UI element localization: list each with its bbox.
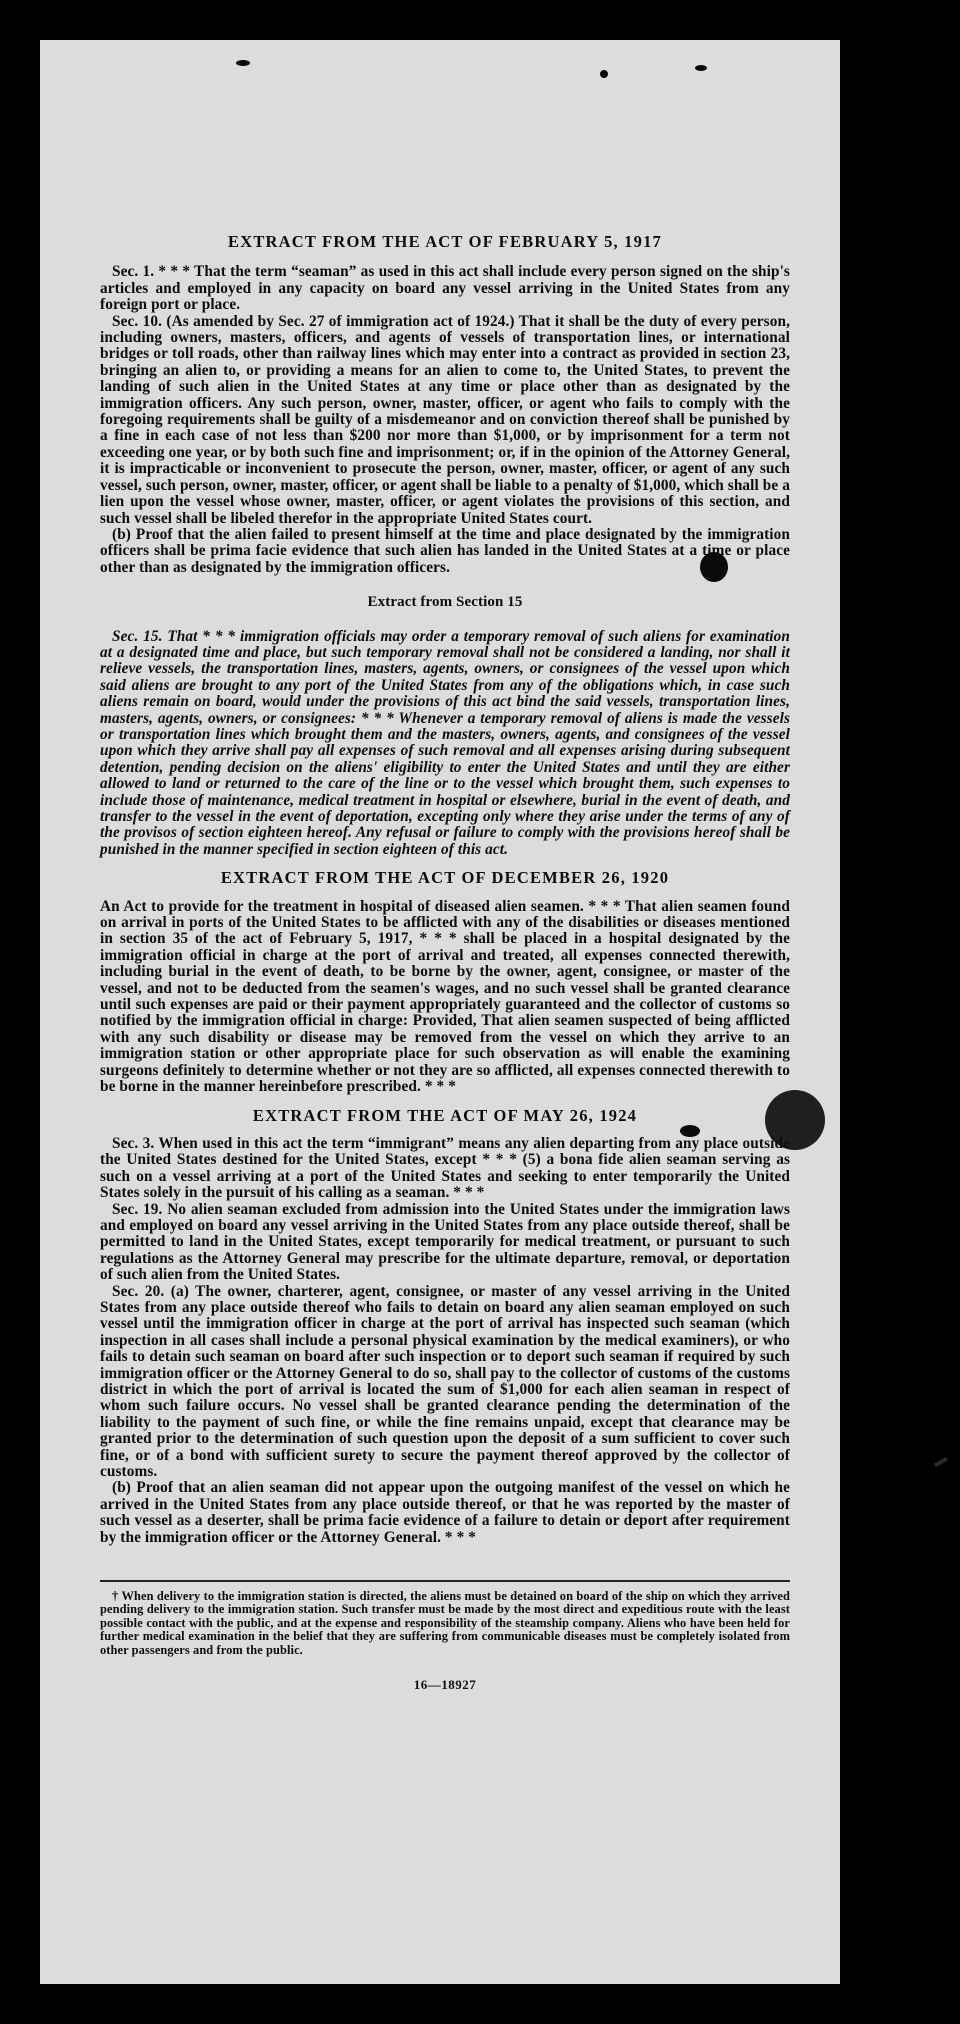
ink-mark: [695, 65, 707, 71]
paragraph-sec-15: Sec. 15. That * * * immigration officials may order a temporary removal of such aliens for examination at a designated time and place, but such temporary removal shall not be considered a landing, nor shall it relieve vessels, the transportation lines, masters, agents, owners, or consignees of the vessel upon which said aliens are brought to any port of the United States from any of the obligations which, in case such aliens remain on board, would under the provisions of this act bind the said vessels, transportation lines, masters, agents, owners, or consignees: * * * Whenever a temporary removal of aliens is made the vessels or transportation lines which brought them and the masters, owners, agents, and consignees of the vessel upon which they arrive shall pay all expenses of such removal and all expenses arising during subsequent detention, pending decision on the aliens' eligibility to enter the United States and until they are either allowed to land or returned to the care of the line or to the vessel which brought them, such expenses to include those of maintenance, medical treatment in hospital or elsewhere, burial in the event of death, and transfer to the vessel in the event of deportation, excepting only where they arise under the terms of any of the provisos of section eighteen hereof. Any refusal or failure to comply with the provisions hereof shall be punished in the manner specified in section eighteen of this act.: [100, 627, 790, 858]
heading-act-1924: EXTRACT FROM THE ACT OF MAY 26, 1924: [252, 1105, 638, 1125]
paragraph-sec-1: Sec. 1. * * * That the term “seaman” as used in this act shall include every person signed on the ship's articles and employed in any capacity on board any vessel arriving in the United States from any foreign port or place.: [100, 263, 790, 314]
document-page: [40, 40, 840, 1984]
paragraph-sec-3: Sec. 3. When used in this act the term “immigrant” means any alien departing from any place outside the United States destined for the United States, except * * * (5) a bona fide alien seaman serving as such on a vessel arriving at a port of the United States and seeking to enter temporarily the United States solely in the pursuit of his calling as a seaman. * * *: [100, 1134, 790, 1202]
heading-act-1920: EXTRACT FROM THE ACT OF DECEMBER 26, 1920: [220, 868, 670, 888]
document-body: [100, 220, 790, 1694]
ink-mark: [600, 70, 608, 78]
heading-act-1917: EXTRACT FROM THE ACT OF FEBRUARY 5, 1917: [228, 232, 662, 251]
page-number: 16—18927: [413, 1677, 477, 1693]
edge-mark: [934, 1457, 948, 1467]
paragraph-sec-10: Sec. 10. (As amended by Sec. 27 of immigration act of 1924.) That it shall be the duty of every person, including owners, masters, officers, and agents of vessels of transportation lines, or international bridges or toll roads, other than railway lines which may enter into a contract as provided in section 23, bringing an alien to, or providing a means for an alien to come to, the United States, to prevent the landing of such alien in the United States at any time or place other than as designated by the immigration officers. Any such person, owner, master, officer, or agent who fails to comply with the foregoing requirements shall be guilty of a misdemeanor and on conviction thereof shall be punished by a fine in each case of not less than $200 nor more than $1,000, or by imprisonment for a term not exceeding one year, or by both such fine and imprisonment; or, if in the opinion of the Attorney General, it is impracticable or inconvenient to prosecute the person, owner, master, officer, or agent of any such vessel, such person, owner, master, officer, or agent shall be liable to a penalty of $1,000, which shall be a lien upon the vessel whose owner, master, officer, or agent violates the provisions of this section, and such vessel shall be libeled therefor in the appropriate United States court.: [100, 312, 790, 527]
ink-mark: [236, 60, 250, 66]
paragraph-sec-20a: Sec. 20. (a) The owner, charterer, agent, consignee, or master of any vessel arriving in the United States from any place outside thereof who fails to detain on board any alien seaman employed on such vessel until the immigration officer in charge at the port of arrival has inspected such seaman (which inspection in all cases shall include a personal physical examination by the medical examiners), or who fails to detain such seaman on board after such inspection or to deport such seaman if required by such immigration officer or the Attorney General to do so, shall pay to the collector of customs of the customs district in which the port of arrival is located the sum of $1,000 for each alien seaman in respect of whom such failure occurs. No vessel shall be granted clearance pending the determination of the liability to the payment of such fine, or while the fine remains unpaid, except that clearance may be granted prior to the determination of such question upon the deposit of a sum sufficient to cover such fine, or of a bond with sufficient surety to secure the payment thereof approved by the collector of customs.: [100, 1282, 790, 1481]
paragraph-sec-20b: (b) Proof that an alien seaman did not appear upon the outgoing manifest of the vessel on which he arrived in the United States from any place outside thereof, or that he was reported by the master of such vessel as a deserter, shall be prima facie evidence of a failure to detain or deport after requirement by the immigration officer or the Attorney General. * * *: [100, 1479, 790, 1546]
paragraph-act-1920: An Act to provide for the treatment in hospital of diseased alien seamen. * * * That alien seamen found on arrival in ports of the United States to be afflicted with any of the disabilities or diseases mentioned in section 35 of the act of February 5, 1917, * * * shall be placed in a hospital designated by the immigration official in charge at the port of arrival and treated, all expenses connected therewith, including burial in the event of death, to be borne by the owner, agent, consignee, or master of the vessel, and not to be deducted from the seamen's wages, and no such vessel shall be granted clearance until such expenses are paid or their payment appropriately guaranteed and the collector of customs so notified by the immigration official in charge: Provided, That alien seamen suspected of being afflicted with any such disability or disease may be removed from the vessel on which they arrive to an immigration station or other appropriate place for such observation as will enable the examining surgeons definitely to determine whether or not they are so afflicted, all expenses connected therewith to be borne in the manner hereinbefore prescribed. * * *: [100, 897, 790, 1096]
paragraph-sec-19: Sec. 19. No alien seaman excluded from admission into the United States under the immigration laws and employed on board any vessel arriving in the United States from any place outside thereof, shall be permitted to land in the United States, except temporarily for medical treatment, or pursuant to such regulations as the Attorney General may prescribe for the ultimate departure, removal, or deportation of such alien from the United States.: [100, 1200, 790, 1284]
footnote-divider: [100, 1580, 790, 1582]
subheading-section-15: Extract from Section 15: [367, 594, 523, 611]
footnote: † When delivery to the immigration station is directed, the aliens must be detained on board of the ship on which they arrived pending delivery to the immigration station. Such transfer must be made by the most direct and expeditious route with the least possible contact with the public, and at the expense and responsibility of the steamship company. Aliens who have been held for further medical examination in the belief that they are suffering from communicable diseases must be completely isolated from other passengers and from the public.: [100, 1589, 790, 1657]
paragraph-sec-10b: (b) Proof that the alien failed to present himself at the time and place designated by the immigration officers shall be prima facie evidence that such alien has landed in the United States at a time or place other than as designated by the immigration officers.: [100, 525, 790, 576]
